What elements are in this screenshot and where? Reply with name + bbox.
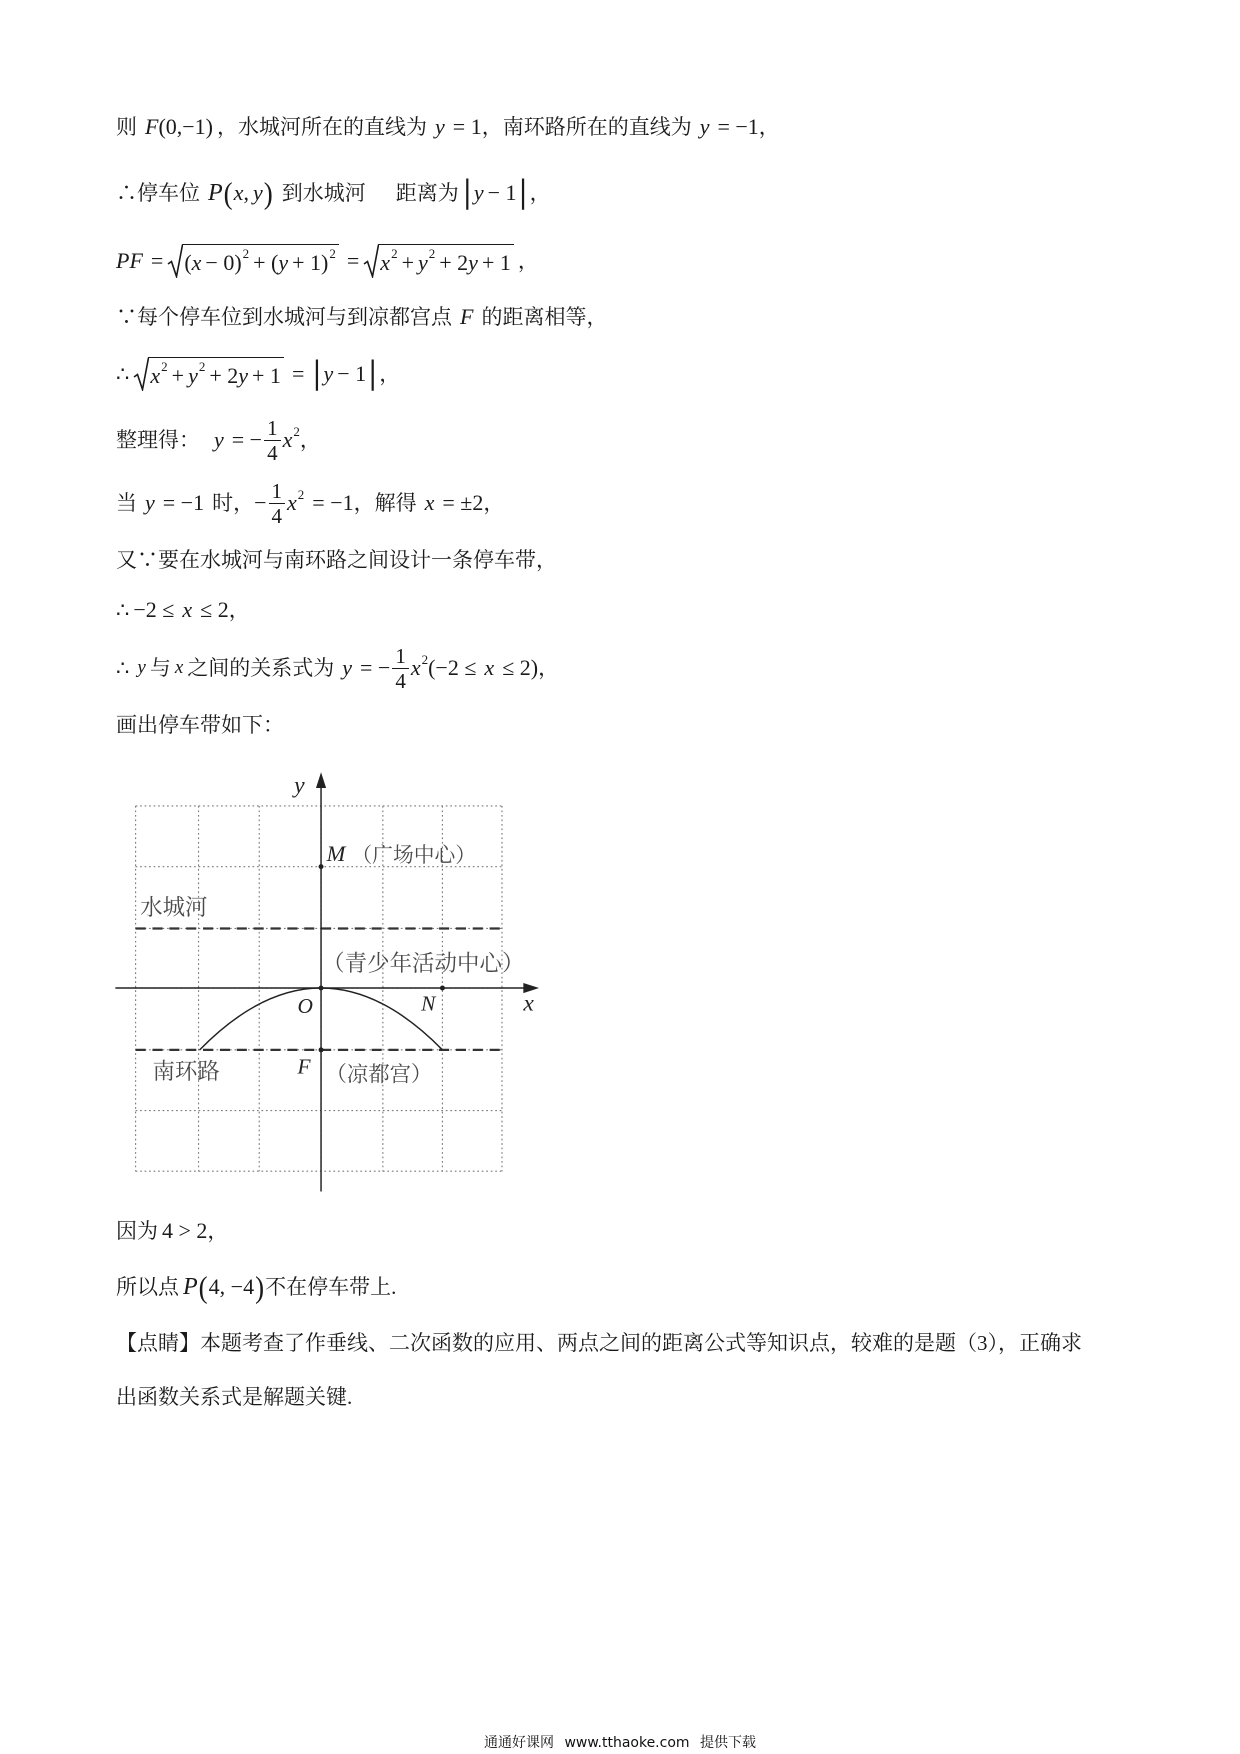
x-axis-label: x bbox=[523, 990, 534, 1017]
paren: ( bbox=[198, 1269, 208, 1305]
comment-line-2 bbox=[116, 1381, 352, 1413]
math-expression: = −1 bbox=[162, 490, 205, 515]
math-expression: = 1 bbox=[452, 114, 482, 139]
text-segment: 【点睛】本题考查了作垂线、二次函数的应用、两点之间的距离公式等知识点，较难的是题（3），正确求 bbox=[116, 1331, 1082, 1355]
fraction bbox=[264, 416, 281, 465]
superscript: 2 bbox=[161, 359, 168, 374]
numerator: 1 bbox=[264, 416, 281, 441]
text-segment: 所以点 bbox=[116, 1275, 179, 1299]
paren: ) bbox=[263, 175, 273, 211]
solution-line-3 bbox=[116, 241, 539, 281]
math-variable: y bbox=[252, 180, 263, 205]
math-variable: x bbox=[182, 597, 193, 622]
radical-stroke bbox=[134, 358, 149, 390]
math-variable: x bbox=[282, 427, 293, 452]
solution-line-2 bbox=[116, 174, 551, 212]
radical-sign bbox=[363, 244, 379, 278]
y-axis-label: y bbox=[294, 772, 305, 799]
math-variable: x bbox=[287, 490, 297, 515]
text-segment: ， bbox=[529, 181, 551, 205]
solution-line-4 bbox=[116, 301, 607, 333]
math-expression: + 1 bbox=[252, 362, 281, 388]
math-variable: y bbox=[417, 249, 428, 275]
solution-line-1 bbox=[116, 111, 780, 143]
math-variable: x bbox=[484, 655, 495, 680]
solution-line-7 bbox=[116, 475, 504, 531]
math-expression: = −1 bbox=[312, 490, 354, 515]
math-expression: = − bbox=[360, 655, 391, 680]
math-expression: (0,−1) bbox=[158, 114, 214, 139]
text-segment: 当 bbox=[116, 491, 137, 515]
math-variable: y bbox=[188, 362, 198, 388]
solution-line-9 bbox=[116, 594, 250, 626]
math-variable: y bbox=[145, 490, 155, 515]
numerator: 1 bbox=[269, 479, 286, 504]
math-expression: + bbox=[401, 249, 414, 275]
numerator: 1 bbox=[392, 644, 409, 669]
comment-line-1 bbox=[116, 1327, 1082, 1359]
solution-line-10 bbox=[116, 640, 559, 696]
math-expression: + 2 bbox=[439, 249, 469, 275]
superscript: 2 bbox=[428, 246, 436, 261]
math-variable: y bbox=[342, 655, 353, 680]
math-variable: x bbox=[410, 655, 421, 680]
math-expression: = −1 bbox=[717, 114, 759, 139]
text-segment: ， bbox=[538, 656, 560, 680]
text-segment: 与 bbox=[149, 656, 171, 680]
radicand bbox=[182, 244, 339, 278]
math-variable: y bbox=[238, 362, 249, 388]
math-variable: x bbox=[424, 490, 435, 515]
point-f bbox=[319, 1047, 324, 1052]
math-expression: + ( bbox=[253, 249, 279, 275]
denominator: 4 bbox=[271, 503, 283, 528]
superscript: 2 bbox=[391, 246, 398, 261]
youth-center-label: （青少年活动中心） bbox=[322, 951, 525, 977]
math-expression: ≤ 2) bbox=[502, 655, 539, 680]
text-segment: ， bbox=[758, 115, 780, 139]
radical-sign bbox=[133, 357, 149, 391]
text-segment: 又∵要在水城河与南环路之间设计一条停车带， bbox=[116, 548, 557, 572]
text-segment: ， bbox=[483, 491, 505, 515]
math-variable: x bbox=[150, 362, 161, 388]
math-variable: x bbox=[380, 249, 391, 275]
math-expression: ( bbox=[184, 249, 192, 275]
square-root bbox=[363, 244, 514, 278]
superscript: 2 bbox=[297, 486, 305, 502]
math-expression: = bbox=[150, 248, 164, 273]
square-root bbox=[167, 244, 339, 278]
y-axis-arrow bbox=[316, 772, 326, 788]
math-variable: y bbox=[278, 249, 289, 275]
math-expression: 4, −4 bbox=[208, 1274, 255, 1299]
math-expression: + bbox=[171, 362, 185, 388]
math-expression: − 1 bbox=[337, 361, 367, 386]
solution-line-13 bbox=[116, 1268, 396, 1306]
paren: ( bbox=[223, 175, 233, 211]
text-segment: ∴ bbox=[116, 598, 130, 622]
superscript: 2 bbox=[329, 246, 336, 261]
superscript: 2 bbox=[293, 423, 300, 439]
math-variable: y bbox=[473, 180, 484, 205]
math-expression: ≤ 2 bbox=[200, 597, 229, 622]
text-segment: ∴停车位 bbox=[116, 181, 200, 205]
point-o-label: O bbox=[297, 993, 313, 1018]
fraction bbox=[392, 644, 409, 693]
text-segment: ∴ bbox=[116, 362, 130, 386]
text-segment: ∴ bbox=[116, 656, 130, 680]
math-variable: F bbox=[460, 304, 474, 329]
parking-band-figure bbox=[112, 770, 552, 1200]
math-variable: x bbox=[233, 180, 244, 205]
math-variable: x bbox=[174, 657, 184, 678]
math-variable: y bbox=[137, 657, 146, 678]
radical-stroke bbox=[168, 245, 183, 277]
text-segment: 则 bbox=[116, 115, 137, 139]
point-o bbox=[319, 986, 324, 991]
point-n-label: N bbox=[421, 991, 436, 1016]
text-segment: ，解得 bbox=[353, 491, 417, 515]
paren: ) bbox=[255, 1269, 265, 1305]
math-expression: − 1 bbox=[487, 180, 517, 205]
liangdu-palace-label: （凉都宫） bbox=[325, 1062, 433, 1087]
page-footer: 通通好课网 www.tthaoke.com 提供下载 bbox=[484, 1735, 756, 1751]
abs-bar: | bbox=[368, 355, 378, 392]
road-label: 南环路 bbox=[152, 1059, 220, 1085]
math-variable: x bbox=[191, 249, 202, 275]
math-variable: P bbox=[208, 180, 223, 206]
text-segment: 出函数关系式是解题关键. bbox=[116, 1385, 353, 1409]
text-segment: ， bbox=[228, 598, 250, 622]
text-segment: ，南环路所在的直线为 bbox=[481, 115, 692, 139]
math-expression: (−2 ≤ bbox=[428, 655, 477, 680]
abs-bar: | bbox=[312, 355, 322, 392]
solution-line-5 bbox=[116, 354, 400, 394]
math-expression: = bbox=[291, 361, 305, 386]
point-f-label: F bbox=[297, 1054, 311, 1079]
math-variable: y bbox=[435, 114, 445, 139]
square-root bbox=[133, 357, 284, 391]
math-variable: y bbox=[214, 427, 224, 452]
denominator: 4 bbox=[267, 440, 278, 465]
radical-stroke bbox=[364, 245, 379, 277]
text-segment: 距离为 bbox=[395, 181, 459, 205]
point-m bbox=[319, 864, 324, 869]
superscript: 2 bbox=[198, 359, 206, 374]
math-expression: − 0) bbox=[205, 249, 242, 275]
math-expression: + 2 bbox=[209, 362, 239, 388]
solution-line-12 bbox=[116, 1215, 228, 1247]
text-segment: ∵每个停车位到水城河与到凉都宫点 bbox=[116, 305, 452, 329]
math-expression: = ±2 bbox=[442, 490, 484, 515]
square-center-label: （广场中心） bbox=[351, 844, 477, 868]
solution-line-6 bbox=[116, 412, 321, 468]
abs-bar: | bbox=[462, 174, 472, 211]
text-segment: 不在停车带上. bbox=[265, 1275, 397, 1299]
text-segment: ， bbox=[207, 1219, 229, 1243]
point-n bbox=[440, 986, 445, 991]
radicand bbox=[378, 244, 514, 278]
math-variable: y bbox=[468, 249, 478, 275]
radicand bbox=[148, 357, 284, 391]
math-variable: y bbox=[323, 361, 334, 386]
math-expression: , bbox=[243, 180, 249, 205]
math-expression: = bbox=[346, 248, 360, 273]
river-label: 水城河 bbox=[140, 894, 208, 920]
text-segment: ， bbox=[299, 428, 321, 452]
text-segment: 画出停车带如下： bbox=[116, 713, 284, 737]
solution-line-11 bbox=[116, 709, 284, 741]
abs-bar: | bbox=[518, 174, 528, 211]
text-segment: ，水城河所在的直线为 bbox=[217, 115, 428, 139]
text-segment: 之间的关系式为 bbox=[187, 656, 335, 680]
math-expression: = − bbox=[231, 427, 263, 452]
math-expression: + 1) bbox=[292, 249, 329, 275]
text-segment: 时， bbox=[212, 491, 255, 515]
denominator: 4 bbox=[395, 668, 406, 693]
superscript: 2 bbox=[242, 246, 250, 261]
math-expression: 4 > 2 bbox=[162, 1218, 208, 1243]
fraction bbox=[269, 479, 286, 528]
text-segment: ， bbox=[517, 249, 539, 273]
math-expression: + 1 bbox=[481, 249, 511, 275]
math-variable: F bbox=[145, 114, 159, 139]
math-expression: −2 ≤ bbox=[133, 597, 175, 622]
solution-line-8 bbox=[116, 544, 557, 576]
text-segment: 整理得： bbox=[116, 428, 200, 452]
math-variable: PF bbox=[116, 248, 143, 273]
text-segment: 因为 bbox=[116, 1219, 158, 1243]
radical-sign bbox=[167, 244, 183, 278]
text-segment: 到水城河 bbox=[281, 181, 366, 205]
math-variable: y bbox=[699, 114, 710, 139]
point-m-label: M bbox=[326, 841, 346, 867]
math-expression: − bbox=[254, 490, 267, 515]
text-segment: 的距离相等， bbox=[481, 305, 608, 329]
superscript: 2 bbox=[421, 651, 429, 667]
text-segment: ， bbox=[379, 362, 401, 386]
math-variable: P bbox=[183, 1274, 198, 1300]
